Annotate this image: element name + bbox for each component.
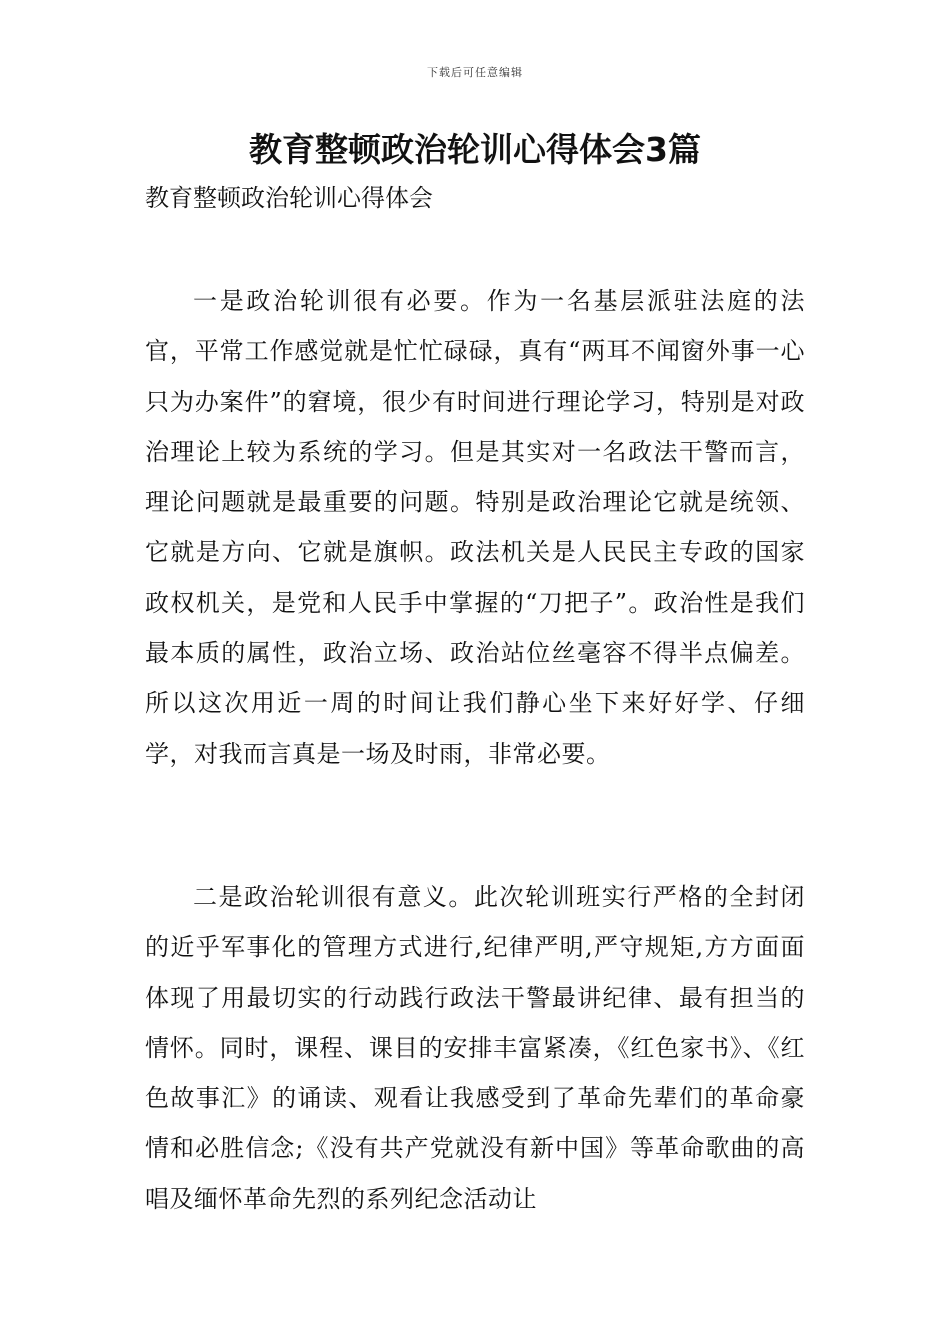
document-title: 教育整顿政治轮训心得体会3篇 xyxy=(249,130,701,169)
paragraph-2: 二是政治轮训很有意义。此次轮训班实行严格的全封闭的近乎军事化的管理方式进行,纪律严明,严守规矩,方方面面体现了用最切实的行动践行政法干警最讲纪律、最有担当的情怀。同时，课程、课目的安排丰富紧凑，《红色家书》、《红色故事汇》的诵读、观看让我感受到了革命先辈们的革命豪情和必胜信念;《没有共产党就没有新中国》等革命歌曲的高唱及缅怀革命先烈的系列纪念活动让 xyxy=(145,883,805,1213)
paragraph-1: 一是政治轮训很有必要。作为一名基层派驻法庭的法官，平常工作感觉就是忙忙碌碌，真有“两耳不闻窗外事一心只为办案件”的窘境，很少有时间进行理论学习，特别是对政治理论上较为系统的学习。但是其实对一名政法干警而言，理论问题就是最重要的问题。特别是政治理论它就是统领、它就是方向、它就是旗帜。政法机关是人民民主专政的国家政权机关，是党和人民手中掌握的“刀把子”。政治性是我们最本质的属性，政治立场、政治站位丝毫容不得半点偏差。所以这次用近一周的时间让我们静心坐下来好好学、仔细学，对我而言真是一场及时雨，非常必要。 xyxy=(145,287,805,768)
header-note: 下载后可任意编辑 xyxy=(427,66,523,79)
document-subtitle: 教育整顿政治轮训心得体会 xyxy=(145,184,433,212)
